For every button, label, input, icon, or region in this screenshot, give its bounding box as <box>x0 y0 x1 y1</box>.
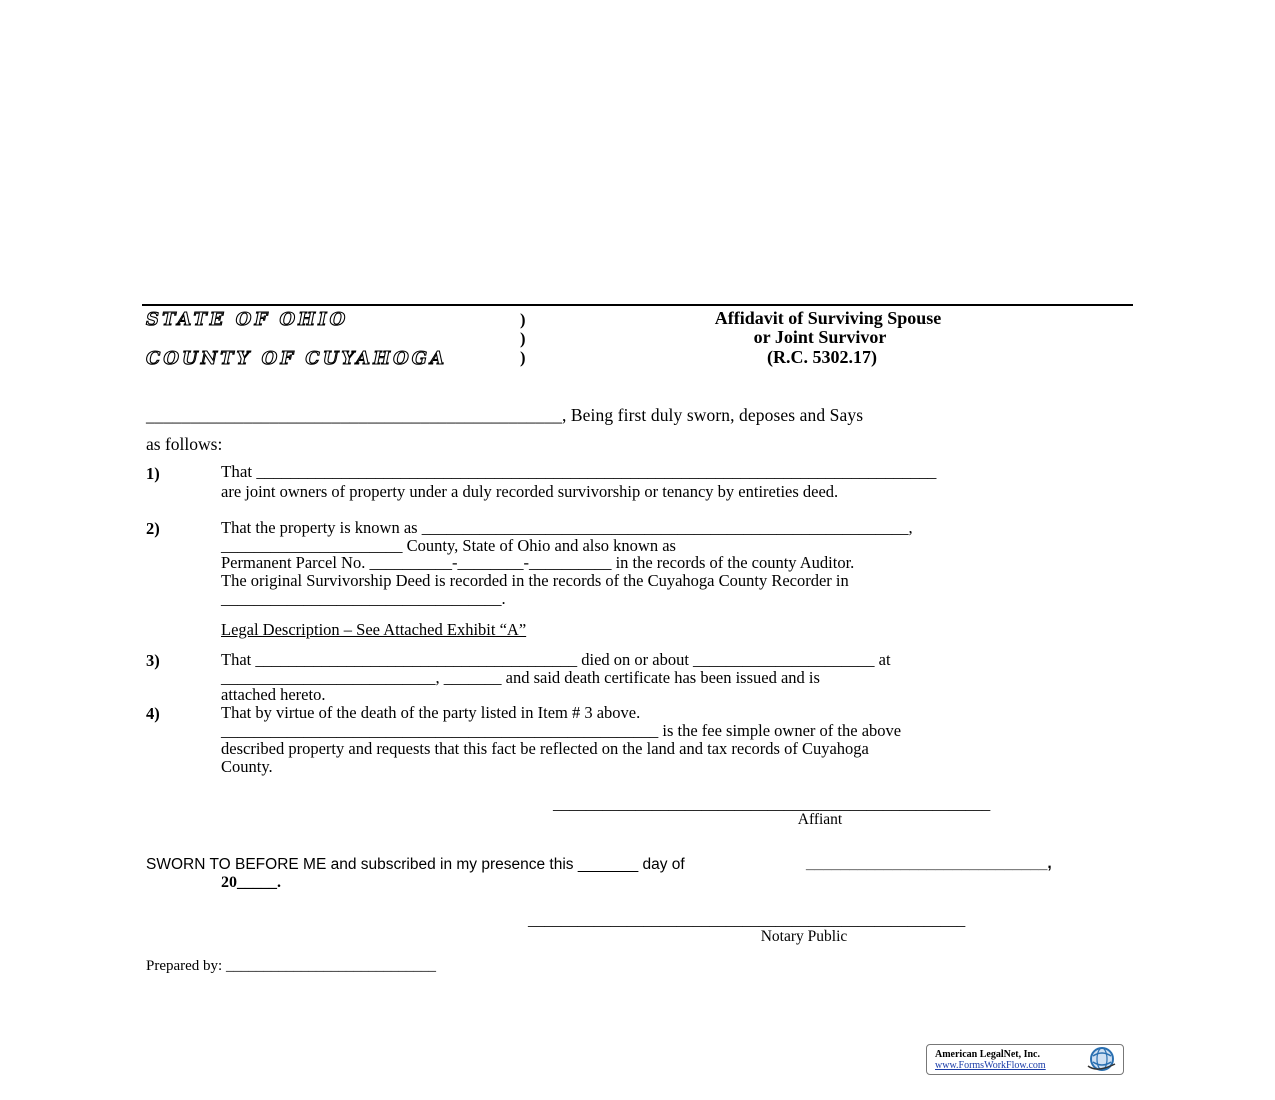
logo-url-link[interactable]: www.FormsWorkFlow.com <box>935 1060 1046 1071</box>
intro-line2: as follows: <box>146 434 223 454</box>
item2-line2: ______________________ County, State of Ohio and also known as <box>221 536 676 555</box>
prepared-by: Prepared by: ____________________________ <box>146 958 436 974</box>
header-rule <box>142 304 1133 306</box>
american-legalnet-logo[interactable] <box>926 1044 1124 1075</box>
logo-company: American LegalNet, Inc. <box>935 1049 1040 1060</box>
form-title-line3: (R.C. 5302.17) <box>767 347 877 367</box>
item2-line5: __________________________________. <box>221 589 506 608</box>
item4-line4: County. <box>221 757 273 776</box>
item1-number: 1) <box>146 464 160 483</box>
globe-icon <box>1085 1046 1119 1072</box>
sworn-line1: SWORN TO BEFORE ME and subscribed in my presence this _______ day of <box>146 856 685 873</box>
legal-description: Legal Description – See Attached Exhibit “A” <box>221 620 527 639</box>
sworn-month-blank: ____________________________, <box>806 855 1052 872</box>
intro-line1: _______________________________________________, Being first duly sworn, deposes and Says <box>146 405 864 425</box>
item2-number: 2) <box>146 519 160 538</box>
item1-line1: That ________________________________________________________________________________ <box>221 462 937 481</box>
county-label: COUNTY OF CUYAHOGA <box>146 348 448 369</box>
item3-line1: That _______________________________________ died on or about ______________________ at <box>221 650 891 669</box>
form-title-line2: or Joint Survivor <box>753 327 887 347</box>
item1-line2: are joint owners of property under a duly recorded survivorship or tenancy by entireties deed. <box>221 482 839 501</box>
form-title-line1: Affidavit of Surviving Spouse <box>714 308 942 328</box>
affiant-label: Affiant <box>797 811 843 828</box>
item4-number: 4) <box>146 704 160 723</box>
item4-line2: _____________________________________________________ is the fee simple owner of the above <box>221 721 902 740</box>
paren-2: ) <box>520 329 526 348</box>
item3-line3: attached hereto. <box>221 685 326 704</box>
notary-signature-line: _____________________________________________________ <box>528 910 966 929</box>
item2-line1: That the property is known as ___________________________________________________________, <box>221 518 913 537</box>
item3-number: 3) <box>146 651 160 670</box>
paren-3: ) <box>520 348 526 367</box>
paren-1: ) <box>520 310 526 329</box>
state-label: STATE OF OHIO <box>146 309 349 330</box>
affiant-signature-line: _____________________________________________________ <box>553 794 991 813</box>
item3-line2: __________________________, _______ and said death certificate has been issued and is <box>221 668 820 687</box>
item2-line3: Permanent Parcel No. __________-________-__________ in the records of the county Auditor. <box>221 553 855 572</box>
notary-label: Notary Public <box>760 928 848 945</box>
sworn-year: 20_____. <box>221 874 281 891</box>
item4-line3: described property and requests that this fact be reflected on the land and tax records of Cuyahoga <box>221 739 869 758</box>
item2-line4: The original Survivorship Deed is recorded in the records of the Cuyahoga County Recorder in <box>221 571 849 590</box>
item4-line1: That by virtue of the death of the party listed in Item # 3 above. <box>221 703 641 722</box>
